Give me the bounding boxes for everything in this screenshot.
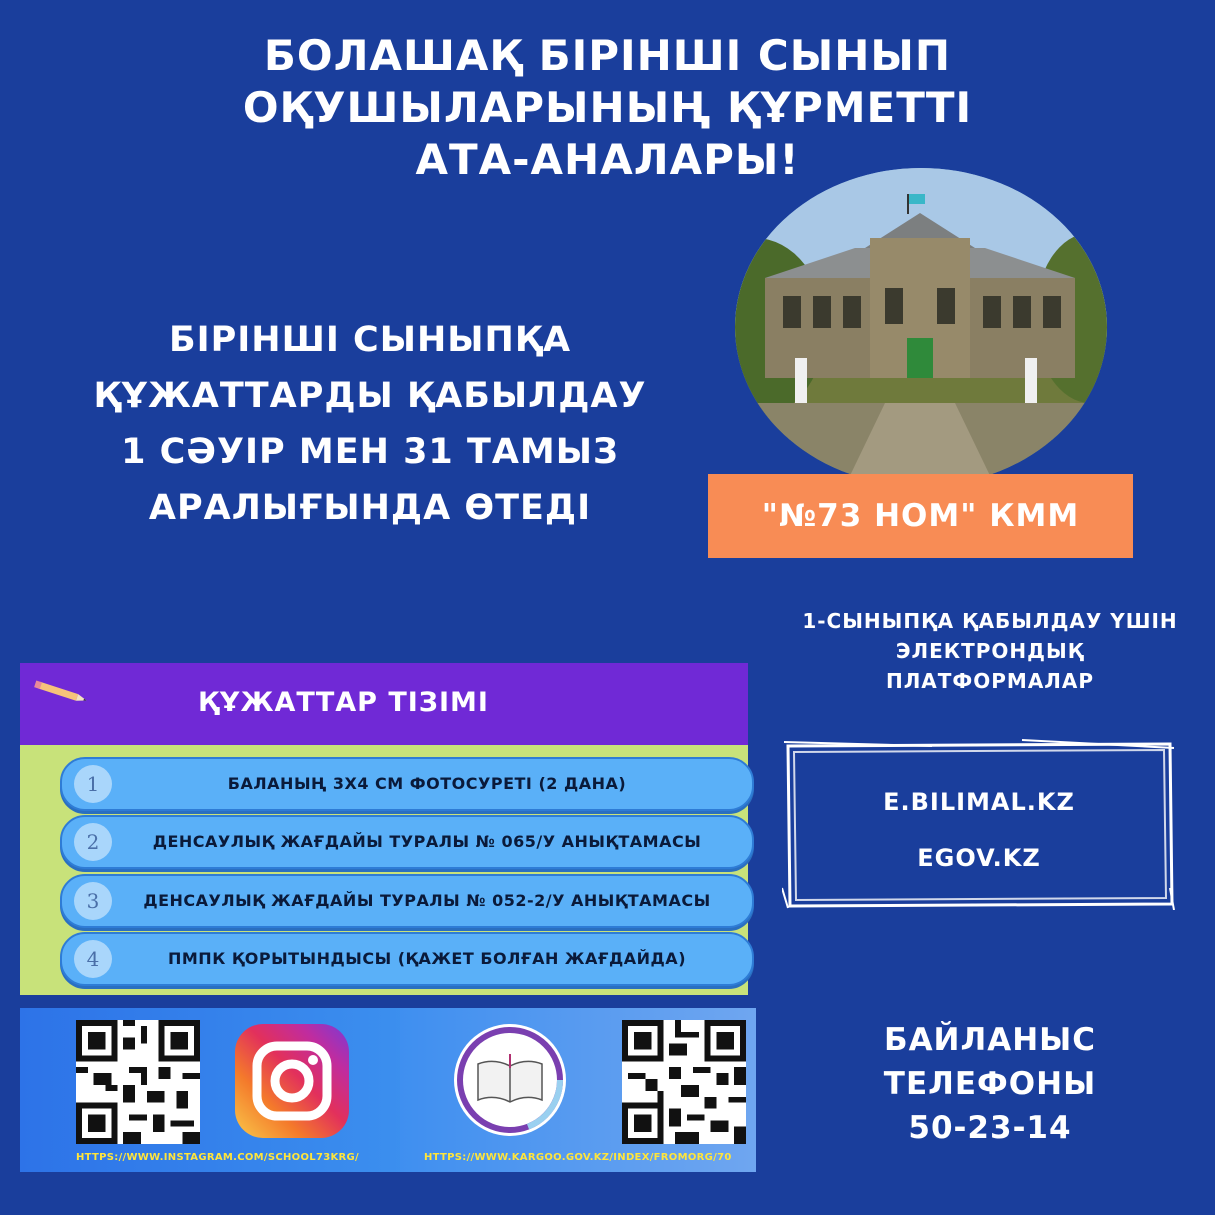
title-line: ОҚУШЫЛАРЫНЫҢ ҚҰРМЕТТІ <box>242 83 973 132</box>
admission-line: АРАЛЫҒЫНДА ӨТЕДІ <box>148 488 592 528</box>
platform-link-bilimal[interactable]: E.BILIMAL.KZ <box>883 788 1075 816</box>
documents-title: ҚҰЖАТТАР ТІЗІМІ <box>198 687 489 718</box>
admission-line: 1 СӘУІР МЕН 31 ТАМЫЗ <box>121 432 619 472</box>
document-number: 1 <box>74 765 112 803</box>
title-line: АТА-АНАЛАРЫ! <box>415 135 800 184</box>
qr-code-icon[interactable] <box>76 1020 200 1144</box>
platforms-heading-line: ПЛАТФОРМАЛАР <box>885 669 1095 693</box>
documents-header <box>20 663 748 745</box>
document-item <box>60 757 754 811</box>
open-book-icon[interactable] <box>454 1024 566 1136</box>
document-item <box>60 932 754 986</box>
document-text: ДЕНСАУЛЫҚ ЖАҒДАЙЫ ТУРАЛЫ № 052-2/У АНЫҚТАМАСЫ <box>143 891 711 910</box>
documents-panel <box>20 663 748 995</box>
contact-phone[interactable]: 50-23-14 <box>908 1110 1072 1146</box>
contact-line: ТЕЛЕФОНЫ <box>883 1066 1097 1102</box>
document-text: ПМПК ҚОРЫТЫНДЫСЫ (ҚАЖЕТ БОЛҒАН ЖАҒДАЙДА) <box>167 949 686 968</box>
document-number: 2 <box>74 823 112 861</box>
links-panel <box>20 1008 756 1172</box>
rough-frame <box>782 738 1176 910</box>
page-title <box>100 30 1115 186</box>
document-number: 3 <box>74 882 112 920</box>
admission-notice <box>20 312 720 536</box>
pencil-icon <box>32 680 92 704</box>
platform-link-egov[interactable]: EGOV.KZ <box>917 844 1041 872</box>
admission-line: ҚҰЖАТТАРДЫ ҚАБЫЛДАУ <box>93 376 647 416</box>
document-number: 4 <box>74 940 112 978</box>
kargoo-link[interactable]: HTTPS://WWW.KARGOO.GOV.KZ/INDEX/FROMORG/70 <box>424 1152 732 1163</box>
admission-line: БІРІНШІ СЫНЫПҚА <box>168 320 572 360</box>
contact-info <box>850 1018 1130 1150</box>
document-item <box>60 815 754 869</box>
school-building-illustration <box>735 168 1107 486</box>
document-text: ДЕНСАУЛЫҚ ЖАҒДАЙЫ ТУРАЛЫ № 065/У АНЫҚТАМАСЫ <box>152 832 702 851</box>
contact-line: БАЙЛАНЫС <box>883 1022 1097 1058</box>
platforms-heading-line: 1-СЫНЫПҚА ҚАБЫЛДАУ ҮШІН <box>802 609 1178 633</box>
platforms-heading <box>760 606 1215 696</box>
instagram-link[interactable]: HTTPS://WWW.INSTAGRAM.COM/SCHOOL73KRG/ <box>76 1152 359 1163</box>
title-line: БОЛАШАҚ БІРІНШІ СЫНЫП <box>263 31 952 80</box>
platforms-heading-line: ЭЛЕКТРОНДЫҚ <box>895 639 1085 663</box>
instagram-icon[interactable] <box>235 1024 349 1138</box>
document-item <box>60 874 754 928</box>
school-name-label: "№73 НОМ" КММ <box>708 474 1133 558</box>
school-building-photo <box>735 168 1107 486</box>
platforms-box <box>782 738 1176 910</box>
qr-code-icon[interactable] <box>622 1020 746 1144</box>
document-text: БАЛАНЫҢ 3Х4 СМ ФОТОСУРЕТІ (2 ДАНА) <box>227 774 627 793</box>
